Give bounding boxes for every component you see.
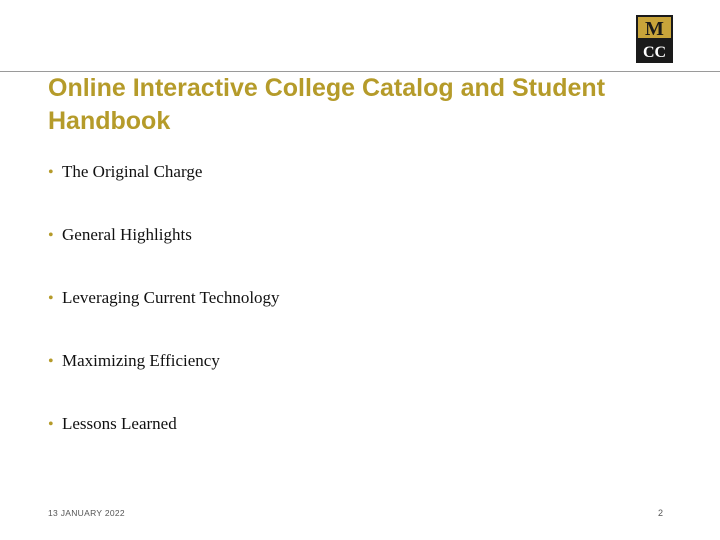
footer-date: 13 JANUARY 2022 <box>48 508 125 518</box>
logo-letters-cc: CC <box>642 44 667 61</box>
slide-title: Online Interactive College Catalog and Student Handbook <box>48 74 606 135</box>
page-number: 2 <box>657 508 663 518</box>
bullet-icon: • <box>48 416 54 433</box>
bullet-item <box>48 223 280 286</box>
bullet-icon: • <box>48 290 54 307</box>
bullet-text: Maximizing Efficiency <box>62 351 220 370</box>
bullet-item <box>48 412 280 475</box>
bullet-item <box>48 286 280 349</box>
bullet-text: The Original Charge <box>62 162 203 181</box>
bullet-icon: • <box>48 353 54 370</box>
bullet-item <box>48 349 280 412</box>
bullet-icon: • <box>48 227 54 244</box>
bullet-text: Lessons Learned <box>62 414 177 433</box>
bullet-text: General Highlights <box>62 225 192 244</box>
bullet-item <box>48 160 280 223</box>
bullet-text: Leveraging Current Technology <box>62 288 280 307</box>
bullet-list <box>48 160 280 475</box>
logo-letter-m: M <box>645 18 664 40</box>
mcc-logo-icon <box>636 15 673 63</box>
bullet-icon: • <box>48 164 54 181</box>
